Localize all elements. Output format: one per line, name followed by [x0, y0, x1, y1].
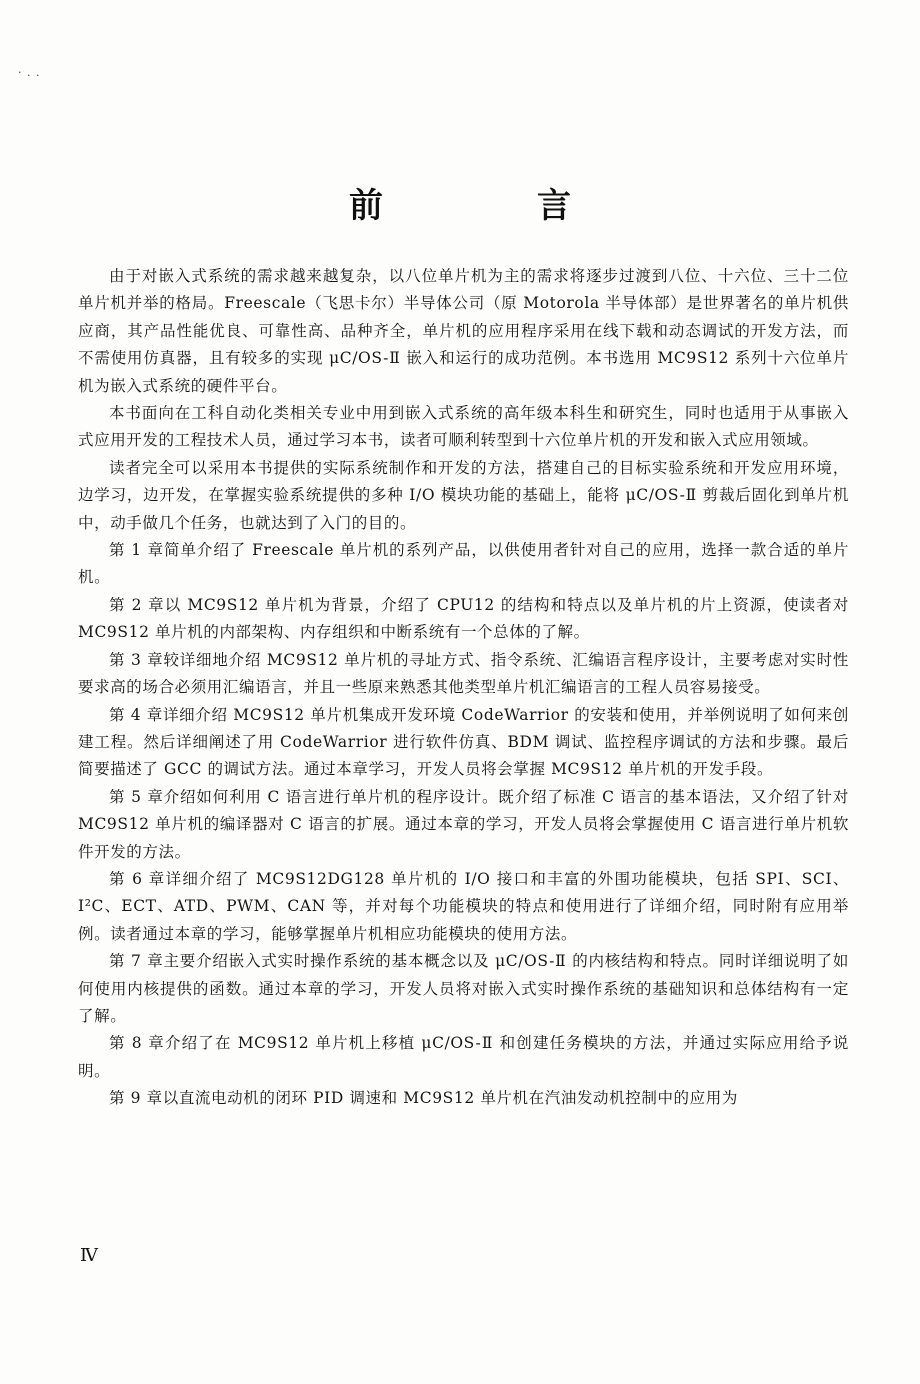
paragraph: 第 6 章详细介绍了 MC9S12DG128 单片机的 I/O 接口和丰富的外围功能模块，包括 SPI、SCI、I²C、ECT、ATD、PWM、CAN 等，并对每个功能模块的特点和使用进行了详细介绍，同时附有应用举例。读者通过本章的学习，能够掌握单片机相应功能模块的使用方法。	[78, 869, 849, 943]
paragraph: 第 4 章详细介绍 MC9S12 单片机集成开发环境 CodeWarrior 的安装和使用，并举例说明了如何来创建工程。然后详细阐述了用 CodeWarrior 进行软件仿真、BDM 调试、监控程序调试的方法和步骤。最后简要描述了 GCC 的调试方法。通过本章学习，开发人员将会掌握 MC9S12 单片机的开发手段。	[78, 705, 849, 779]
paragraph: 本书面向在工科自动化类相关专业中用到嵌入式系统的高年级本科生和研究生，同时也适用于从事嵌入式应用开发的工程技术人员，通过学习本书，读者可顺利转型到十六位单片机的开发和嵌入式应用领域。	[78, 404, 849, 450]
paragraph: 第 5 章介绍如何利用 C 语言进行单片机的程序设计。既介绍了标准 C 语言的基本语法，又介绍了针对 MC9S12 单片机的编译器对 C 语言的扩展。通过本章的学习，开发人员将会掌握使用 C 语言进行单片机软件开发的方法。	[78, 787, 849, 861]
preface-body	[78, 263, 849, 1113]
paragraph: 第 8 章介绍了在 MC9S12 单片机上移植 μC/OS-Ⅱ 和创建任务模块的方法，并通过实际应用给予说明。	[78, 1034, 849, 1080]
paragraph: 第 1 章简单介绍了 Freescale 单片机的系列产品，以供使用者针对自己的应用，选择一款合适的单片机。	[78, 541, 849, 587]
page-title: 前 言	[349, 186, 631, 226]
paragraph: 由于对嵌入式系统的需求越来越复杂，以八位单片机为主的需求将逐步过渡到八位、十六位、三十二位单片机并举的格局。Freescale（飞思卡尔）半导体公司（原 Motorola 半导体部）是世界著名的单片机供应商，其产品性能优良、可靠性高、品种齐全，单片机的应用程序采用在线下载和动态调试的开发方法，而不需使用仿真器，且有较多的实现 μC/OS-Ⅱ 嵌入和运行的成功范例。本书选用 MC9S12 系列十六位单片机为嵌入式系统的硬件平台。	[78, 267, 849, 395]
scan-mark: · . .	[18, 66, 41, 79]
paragraph: 第 9 章以直流电动机的闭环 PID 调速和 MC9S12 单片机在汽油发动机控制中的应用为	[109, 1089, 738, 1108]
paragraph: 第 2 章以 MC9S12 单片机为背景，介绍了 CPU12 的结构和特点以及单片机的片上资源，使读者对 MC9S12 单片机的内部架构、内存组织和中断系统有一个总体的了解。	[78, 595, 849, 642]
paragraph: 第 3 章较详细地介绍 MC9S12 单片机的寻址方式、指令系统、汇编语言程序设计，主要考虑对实时性要求高的场合必须用汇编语言，并且一些原来熟悉其他类型单片机汇编语言的工程人员容易接受。	[78, 650, 849, 697]
paragraph: 第 7 章主要介绍嵌入式实时操作系统的基本概念以及 μC/OS-Ⅱ 的内核结构和特点。同时详细说明了如何使用内核提供的函数。通过本章的学习，开发人员将对嵌入式实时操作系统的基础知识和总体结构有一定了解。	[78, 952, 849, 1025]
paragraph: 读者完全可以采用本书提供的实际系统制作和开发的方法，搭建自己的目标实验系统和开发应用环境，边学习，边开发，在掌握实验系统提供的多种 I/O 模块功能的基础上，能将 μC/OS-Ⅱ 剪裁后固化到单片机中，动手做几个任务，也就达到了入门的目的。	[78, 458, 849, 532]
page-number: Ⅳ	[80, 1245, 98, 1266]
